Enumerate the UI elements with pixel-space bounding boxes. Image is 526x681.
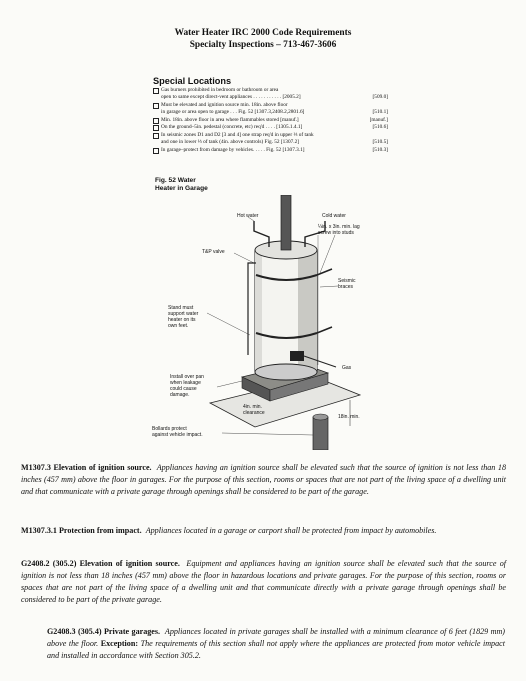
checkbox-icon [153,133,159,139]
label-seismic-2: braces [338,284,354,290]
checkbox-icon [153,148,159,154]
label-tp-valve: T&P valve [202,249,225,255]
vent-pipe [281,195,291,250]
label-stand-2: support water [168,311,199,317]
section-m1307-3: M1307.3 Elevation of ignition source. Appliances having an ignition source shall be elevated such that the source of ignition is not less than 18 inches (457 mm) above the floor in garages. For the purpose of this section, rooms or spaces that are not part of the living space of a dwelling unit and that communicate with a private garage through openings shall be considered to be part of the garage. [21,463,506,496]
label-hot-water: Hot water [237,213,259,219]
label-pan-3: could cause [170,386,197,392]
document-subtitle: Specialty Inspections – 713-467-3606 [189,40,337,50]
list-item: Min. 18in. above floor in area where flammables stored [manuf.] [manuf.] [153,117,388,124]
checkbox-icon [153,103,159,109]
checkbox-icon [153,125,159,131]
label-bollards-1: Bollards protect [152,426,187,432]
label-bollards-2: against vehicle impact. [152,432,203,438]
list-item: On the ground–5in. pedestal (concrete, etc) req'd . . . . [1305.1.4.1] [510.6] [153,124,388,131]
list-item: Must be elevated and ignition source min. 18in. above floor [153,102,388,109]
label-lag-screw-1: ¼in. x 3in. min. lag [318,224,360,230]
section-m1307-3-1: M1307.3.1 Protection from impact. Appliances located in a garage or carport shall be protected from impact by automobiles. [21,526,437,535]
special-locations-heading: Special Locations [153,76,232,86]
gas-control [290,351,304,361]
checkbox-icon [153,88,159,94]
label-clearance-2: clearance [243,410,265,416]
list-item: In garage–protect from damage by vehicles. . . . . Fig. 52 [1307.3.1] [510.3] [153,147,388,154]
label-cold-water: Cold water [322,213,346,219]
label-seismic-1: Seismic [338,278,356,284]
label-lag-screw-2: screw into studs [318,230,354,236]
label-pan-4: damage. [170,392,190,398]
label-clearance-1: 4in. min. [243,404,262,410]
water-heater-illustration [150,195,370,450]
list-item: In seismic zones D1 and D2 [3 and 4] one strap req'd in upper ⅓ of tank [153,132,388,139]
list-item: and one in lower ⅓ of tank (4in. above controls) Fig. 52 [1307.2] [510.5] [161,139,388,146]
section-g2408-3: G2408.3 (305.4) Private garages. Appliances located in private garages shall be installed with a minimum clearance of 6 feet (1829 mm) above the floor. Exception: The requirements of this section shall not apply where the appliances are protected from motor vehicle impact and installed in accordance with Section 305.2. [47,627,505,660]
special-locations-list [153,87,388,154]
bollard [313,417,328,450]
list-item: open to same except direct-vent appliances . . . . . . . . . . . [2005.2] [509.0] [161,94,388,101]
section-g2408-2: G2408.2 (305.2) Elevation of ignition source. Equipment and appliances having an ignition source shall be elevated such that the source of ignition is not less than 18 inches (457 mm) above the floor in hazardous locations and private garages. For the purpose of this section, rooms or spaces that are not part of the living space of a dwelling unit and that communicate directly with a private garage through openings shall be considered to be part of the private garage. [21,559,507,604]
label-stand-4: own feet. [168,323,189,329]
label-gas: Gas [342,365,352,371]
figure-caption: Fig. 52 Water Heater in Garage [155,177,208,192]
label-pan-1: Install over pan [170,374,204,380]
label-stand-3: heater on its [168,317,196,323]
document-title: Water Heater IRC 2000 Code Requirements [174,28,352,38]
label-stand-1: Stand must [168,305,194,311]
label-18in-min: 18in. min. [338,414,360,420]
list-item: in garage or area open to garage . . . Fig. 52 [1307.3,2408.2,2801.6] [510.1] [161,109,388,116]
label-pan-2: when leakage [170,380,201,386]
checkbox-icon [153,118,159,124]
list-item: Gas burners prohibited in bedroom or bathroom or area [153,87,388,94]
